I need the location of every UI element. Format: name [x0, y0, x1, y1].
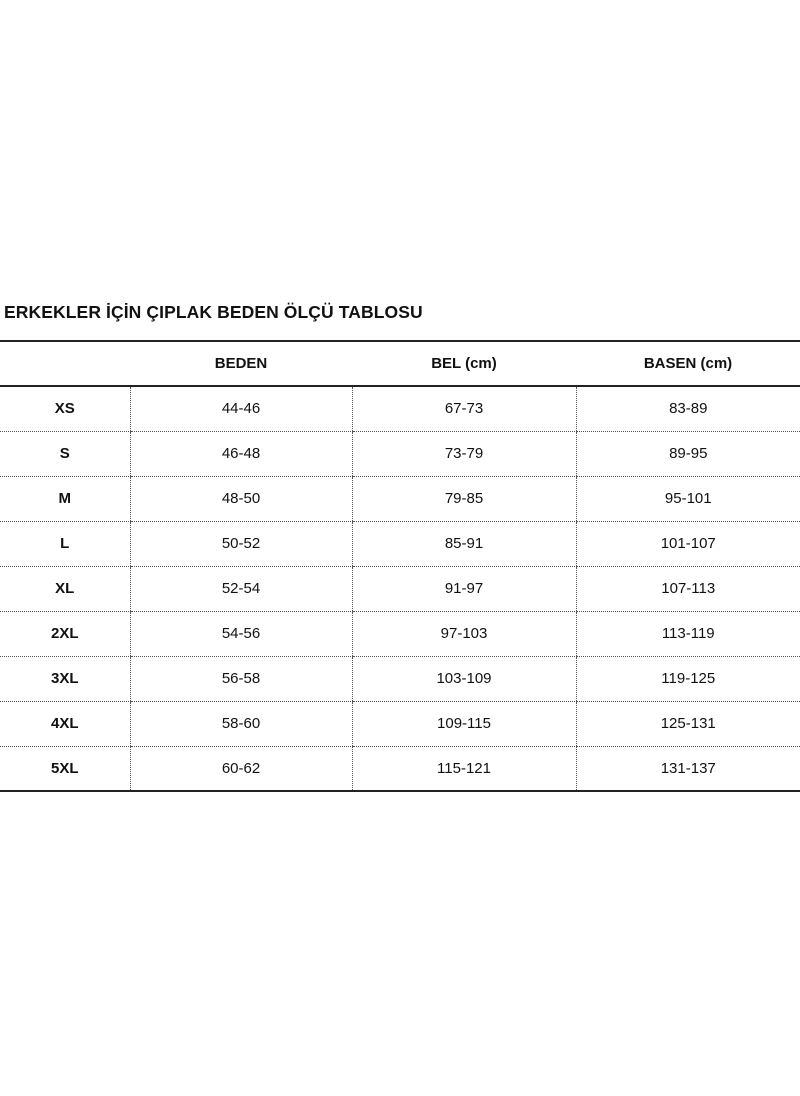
bel-cell: 67-73	[352, 386, 576, 431]
bel-cell: 73-79	[352, 431, 576, 476]
basen-cell: 107-113	[576, 566, 800, 611]
size-cell: 4XL	[0, 701, 130, 746]
table-row	[0, 656, 800, 701]
table-row	[0, 476, 800, 521]
size-cell: L	[0, 521, 130, 566]
basen-cell: 101-107	[576, 521, 800, 566]
basen-cell: 113-119	[576, 611, 800, 656]
beden-cell: 56-58	[130, 656, 352, 701]
size-cell: 3XL	[0, 656, 130, 701]
size-cell: M	[0, 476, 130, 521]
table-row	[0, 701, 800, 746]
table-row	[0, 431, 800, 476]
bel-cell: 85-91	[352, 521, 576, 566]
page-title: ERKEKLER İÇİN ÇIPLAK BEDEN ÖLÇÜ TABLOSU	[4, 302, 423, 322]
basen-cell: 125-131	[576, 701, 800, 746]
size-cell: 2XL	[0, 611, 130, 656]
beden-cell: 48-50	[130, 476, 352, 521]
beden-cell: 44-46	[130, 386, 352, 431]
table-header-row	[0, 341, 800, 386]
size-chart-table	[0, 340, 800, 792]
basen-cell: 95-101	[576, 476, 800, 521]
size-cell: XS	[0, 386, 130, 431]
size-cell: 5XL	[0, 746, 130, 791]
beden-cell: 54-56	[130, 611, 352, 656]
bel-cell: 103-109	[352, 656, 576, 701]
basen-cell: 83-89	[576, 386, 800, 431]
beden-cell: 60-62	[130, 746, 352, 791]
beden-cell: 52-54	[130, 566, 352, 611]
basen-cell: 131-137	[576, 746, 800, 791]
bel-cell: 97-103	[352, 611, 576, 656]
size-cell: S	[0, 431, 130, 476]
header-basen: BASEN (cm)	[576, 341, 800, 386]
bel-cell: 79-85	[352, 476, 576, 521]
bel-cell: 115-121	[352, 746, 576, 791]
header-bel: BEL (cm)	[352, 341, 576, 386]
bel-cell: 91-97	[352, 566, 576, 611]
beden-cell: 58-60	[130, 701, 352, 746]
beden-cell: 46-48	[130, 431, 352, 476]
beden-cell: 50-52	[130, 521, 352, 566]
header-size-label	[0, 341, 130, 386]
table-row	[0, 566, 800, 611]
table-row	[0, 746, 800, 791]
basen-cell: 119-125	[576, 656, 800, 701]
header-beden: BEDEN	[130, 341, 352, 386]
table-row	[0, 521, 800, 566]
table-row	[0, 386, 800, 431]
basen-cell: 89-95	[576, 431, 800, 476]
size-cell: XL	[0, 566, 130, 611]
table-row	[0, 611, 800, 656]
bel-cell: 109-115	[352, 701, 576, 746]
